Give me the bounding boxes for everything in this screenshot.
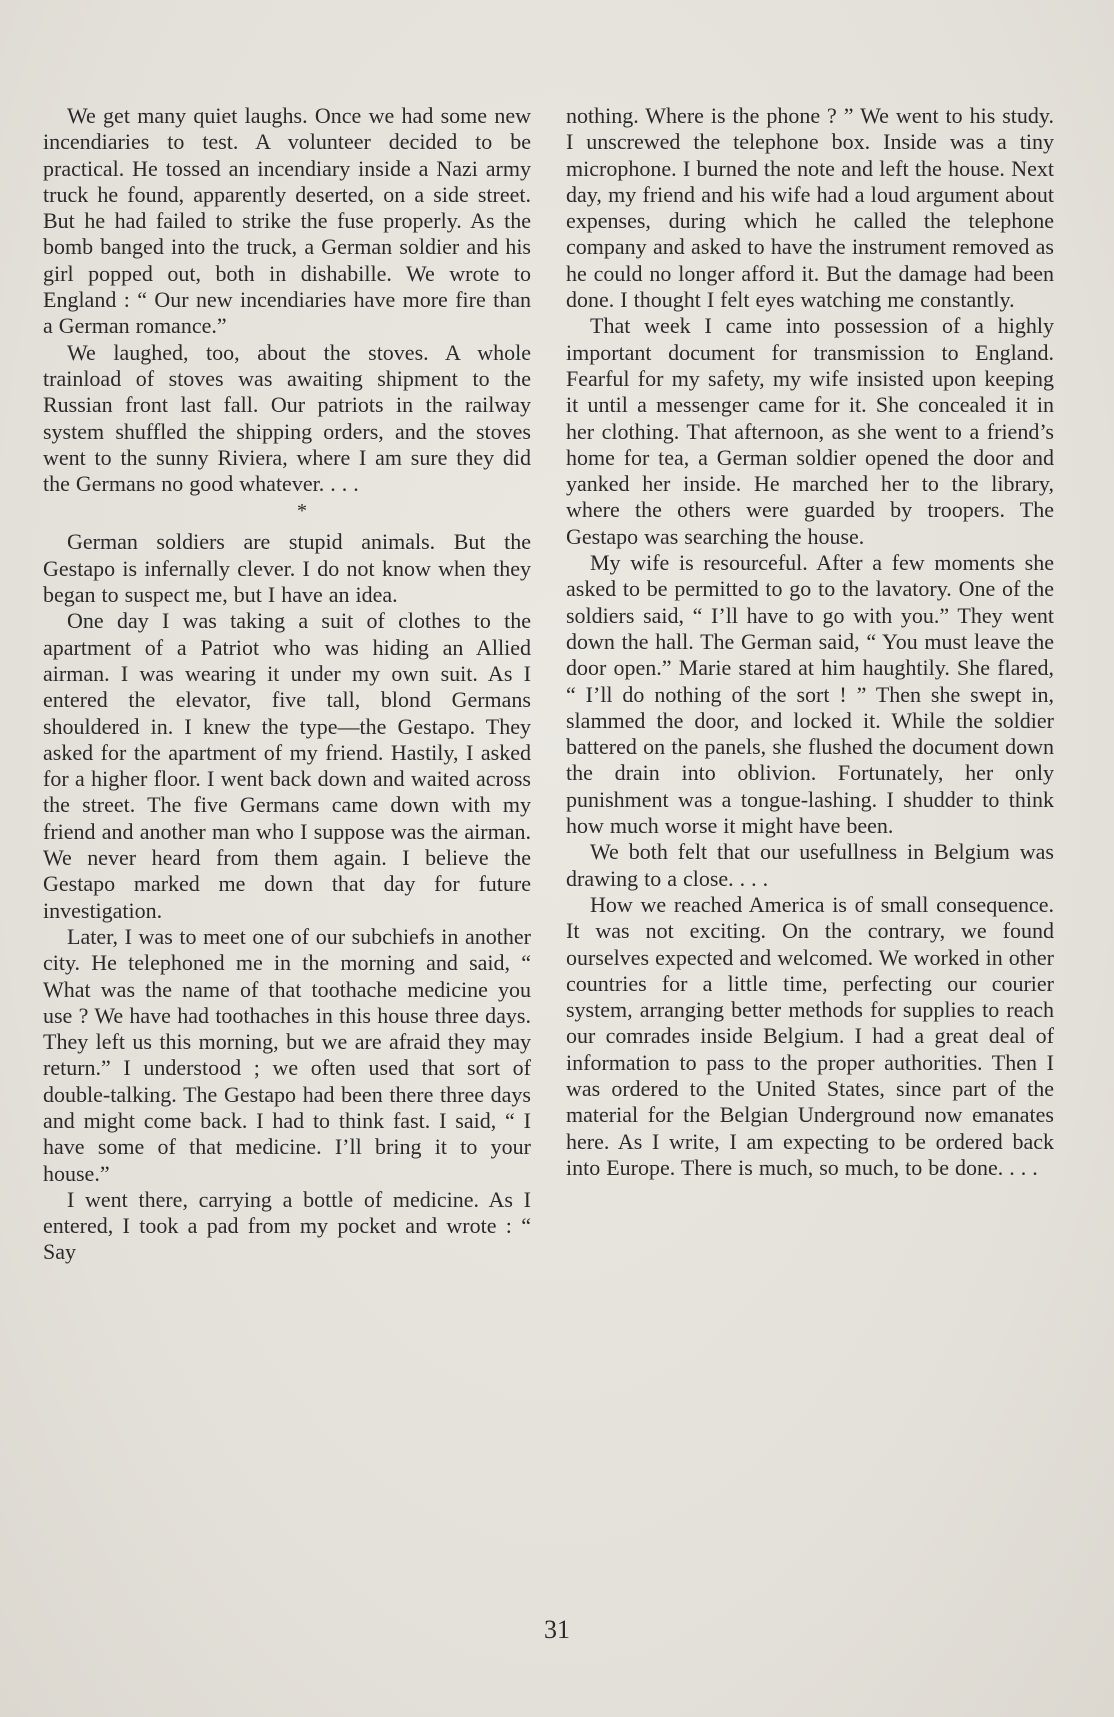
paragraph: German soldiers are stupid animals. But the Gestapo is infernally clever. I do not know when they began to suspect me, but I have an idea. [43, 529, 531, 608]
paragraph: We laughed, too, about the stoves. A whole trainload of stoves was awaiting shipment to the Russian front last fall. Our patriots in the railway system shuffled the shipping orders, and the stoves went to the sunny Riviera, where I am sure they did the Germans no good whatever. . . . [43, 339, 531, 497]
paragraph-continued: nothing. Where is the phone ? ” We went to his study. I unscrewed the telephone box. Inside was a tiny microphone. I burned the note and left the house. Next day, my friend and his wife had a loud argument about expenses, during which he called the telephone company and asked to have the instrument removed as he could no longer afford it. But the damage had been done. I thought I felt eyes watching me constantly. [566, 103, 1054, 313]
paragraph: We both felt that our usefullness in Belgium was drawing to a close. . . . [566, 839, 1054, 891]
paragraph: That week I came into possession of a highly important document for transmission to England. Fearful for my safety, my wife insisted upon keeping it until a messenger came for it. She concealed it in her clothing. That afternoon, as she went to a friend’s home for tea, a German soldier opened the door and yanked her inside. He marched her to the library, where the others were guarded by troopers. The Gestapo was searching the house. [566, 313, 1054, 549]
right-column [566, 103, 1054, 1181]
paragraph: Later, I was to meet one of our subchiefs in another city. He telephoned me in the morning and said, “ What was the name of that toothache medicine you use ? We have had toothaches in this house three days. They left us this morning, but we are afraid they may return.” I understood ; we often used that sort of double-talking. The Gestapo had been there three days and might come back. I had to think fast. I said, “ I have some of that medicine. I’ll bring it to your house.” [43, 923, 531, 1186]
paragraph: My wife is resourceful. After a few moments she asked to be permitted to go to the lavatory. One of the soldiers said, “ I’ll have to go with you.” They went down the hall. The German said, “ You must leave the door open.” Marie stared at him haughtily. She flared, “ I’ll do nothing of the sort ! ” Then she swept in, slammed the door, and locked it. While the soldier battered on the panels, she flushed the document down the drain into oblivion. Fortunately, her only punishment was a tongue-lashing. I shudder to think how much worse it might have been. [566, 550, 1054, 839]
paragraph: How we reached America is of small consequence. It was not exciting. On the contrary, we found ourselves expected and welcomed. We worked in other countries for a little time, perfecting our courier system, arranging better methods for supplies to reach our comrades inside Belgium. I had a great deal of information to pass to the proper authorities. Then I was ordered to the United States, since part of the material for the Belgian Underground now emanates here. As I write, I am expecting to be ordered back into Europe. There is much, so much, to be done. . . . [566, 891, 1054, 1180]
page-number: 31 [544, 1615, 570, 1644]
paragraph: One day I was taking a suit of clothes to the apartment of a Patriot who was hiding an Allied airman. I was wearing it under my own suit. As I entered the elevator, five tall, blond Germans shouldered in. I knew the type—the Gestapo. They asked for the apartment of my friend. Hastily, I asked for a higher floor. I went back down and waited across the street. The five Germans came down with my friend and another man who I suppose was the airman. We never heard from them again. I believe the Gestapo marked me down that day for future investigation. [43, 608, 531, 923]
section-divider: * [297, 500, 307, 523]
paragraph: I went there, carrying a bottle of medicine. As I entered, I took a pad from my pocket and wrote : “ Say [43, 1186, 531, 1265]
paragraph: We get many quiet laughs. Once we had some new incendiaries to test. A volunteer decided to be practical. He tossed an incendiary inside a Nazi army truck he found, apparently deserted, on a side street. But he had failed to strike the fuse properly. As the bomb banged into the truck, a German soldier and his girl popped out, both in dishabille. We wrote to England : “ Our new incendiaries have more fire than a German romance.” [43, 103, 531, 339]
left-column [43, 103, 531, 1266]
